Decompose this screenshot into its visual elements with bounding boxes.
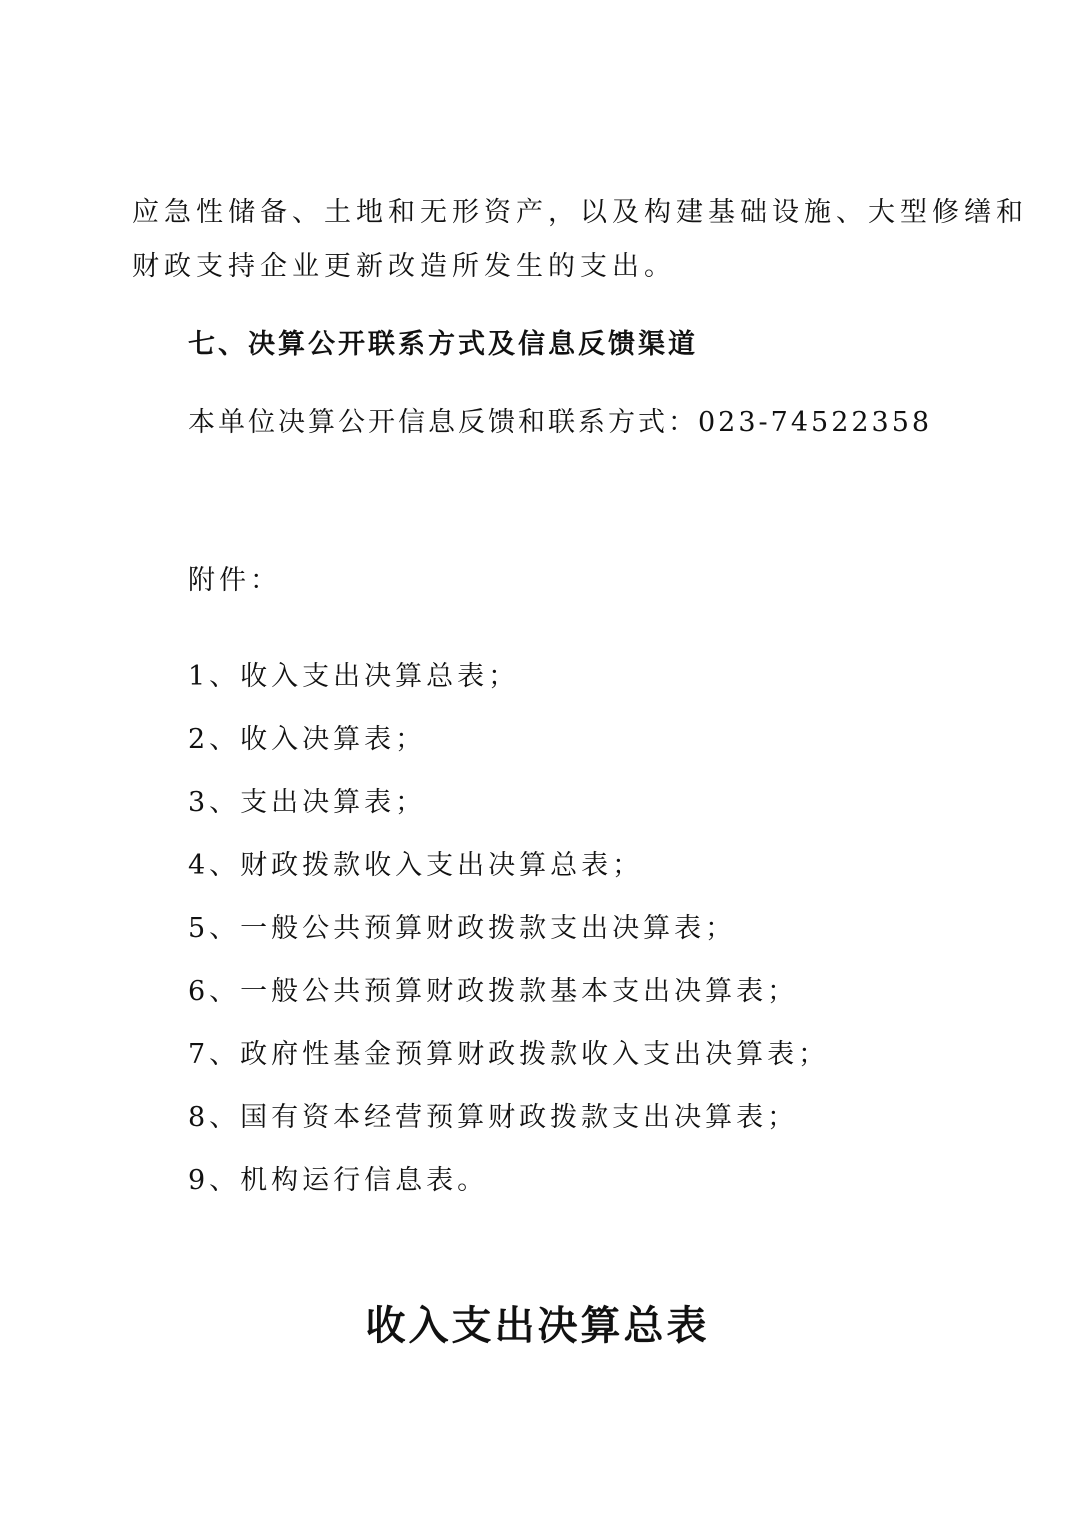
attachment-item: 8、国有资本经营预算财政拨款支出决算表； (188, 1102, 799, 1133)
paragraph-line-2: 财政支持企业更新改造所发生的支出。 (132, 251, 676, 282)
attachment-item: 1、收入支出决算总表； (188, 661, 520, 692)
attachment-item: 5、一般公共预算财政拨款支出决算表； (188, 913, 737, 944)
attachments-list (188, 645, 829, 1212)
contact-info: 本单位决算公开信息反馈和联系方式：023-74522358 (188, 407, 933, 438)
attachment-item: 2、收入决算表； (188, 724, 427, 755)
attachment-item: 6、一般公共预算财政拨款基本支出决算表； (188, 976, 799, 1007)
paragraph-line-1: 应急性储备、土地和无形资产，以及构建基础设施、大型修缮和 (132, 197, 1028, 228)
table-title: 收入支出决算总表 (365, 1303, 710, 1349)
section-heading: 七、决算公开联系方式及信息反馈渠道 (188, 329, 698, 360)
attachment-item: 3、支出决算表； (188, 787, 427, 818)
attachment-item: 4、财政拨款收入支出决算总表； (188, 850, 644, 881)
attachment-item: 7、政府性基金预算财政拨款收入支出决算表； (188, 1039, 830, 1070)
attachments-label: 附件： (188, 565, 281, 596)
attachment-item: 9、机构运行信息表。 (188, 1165, 489, 1196)
